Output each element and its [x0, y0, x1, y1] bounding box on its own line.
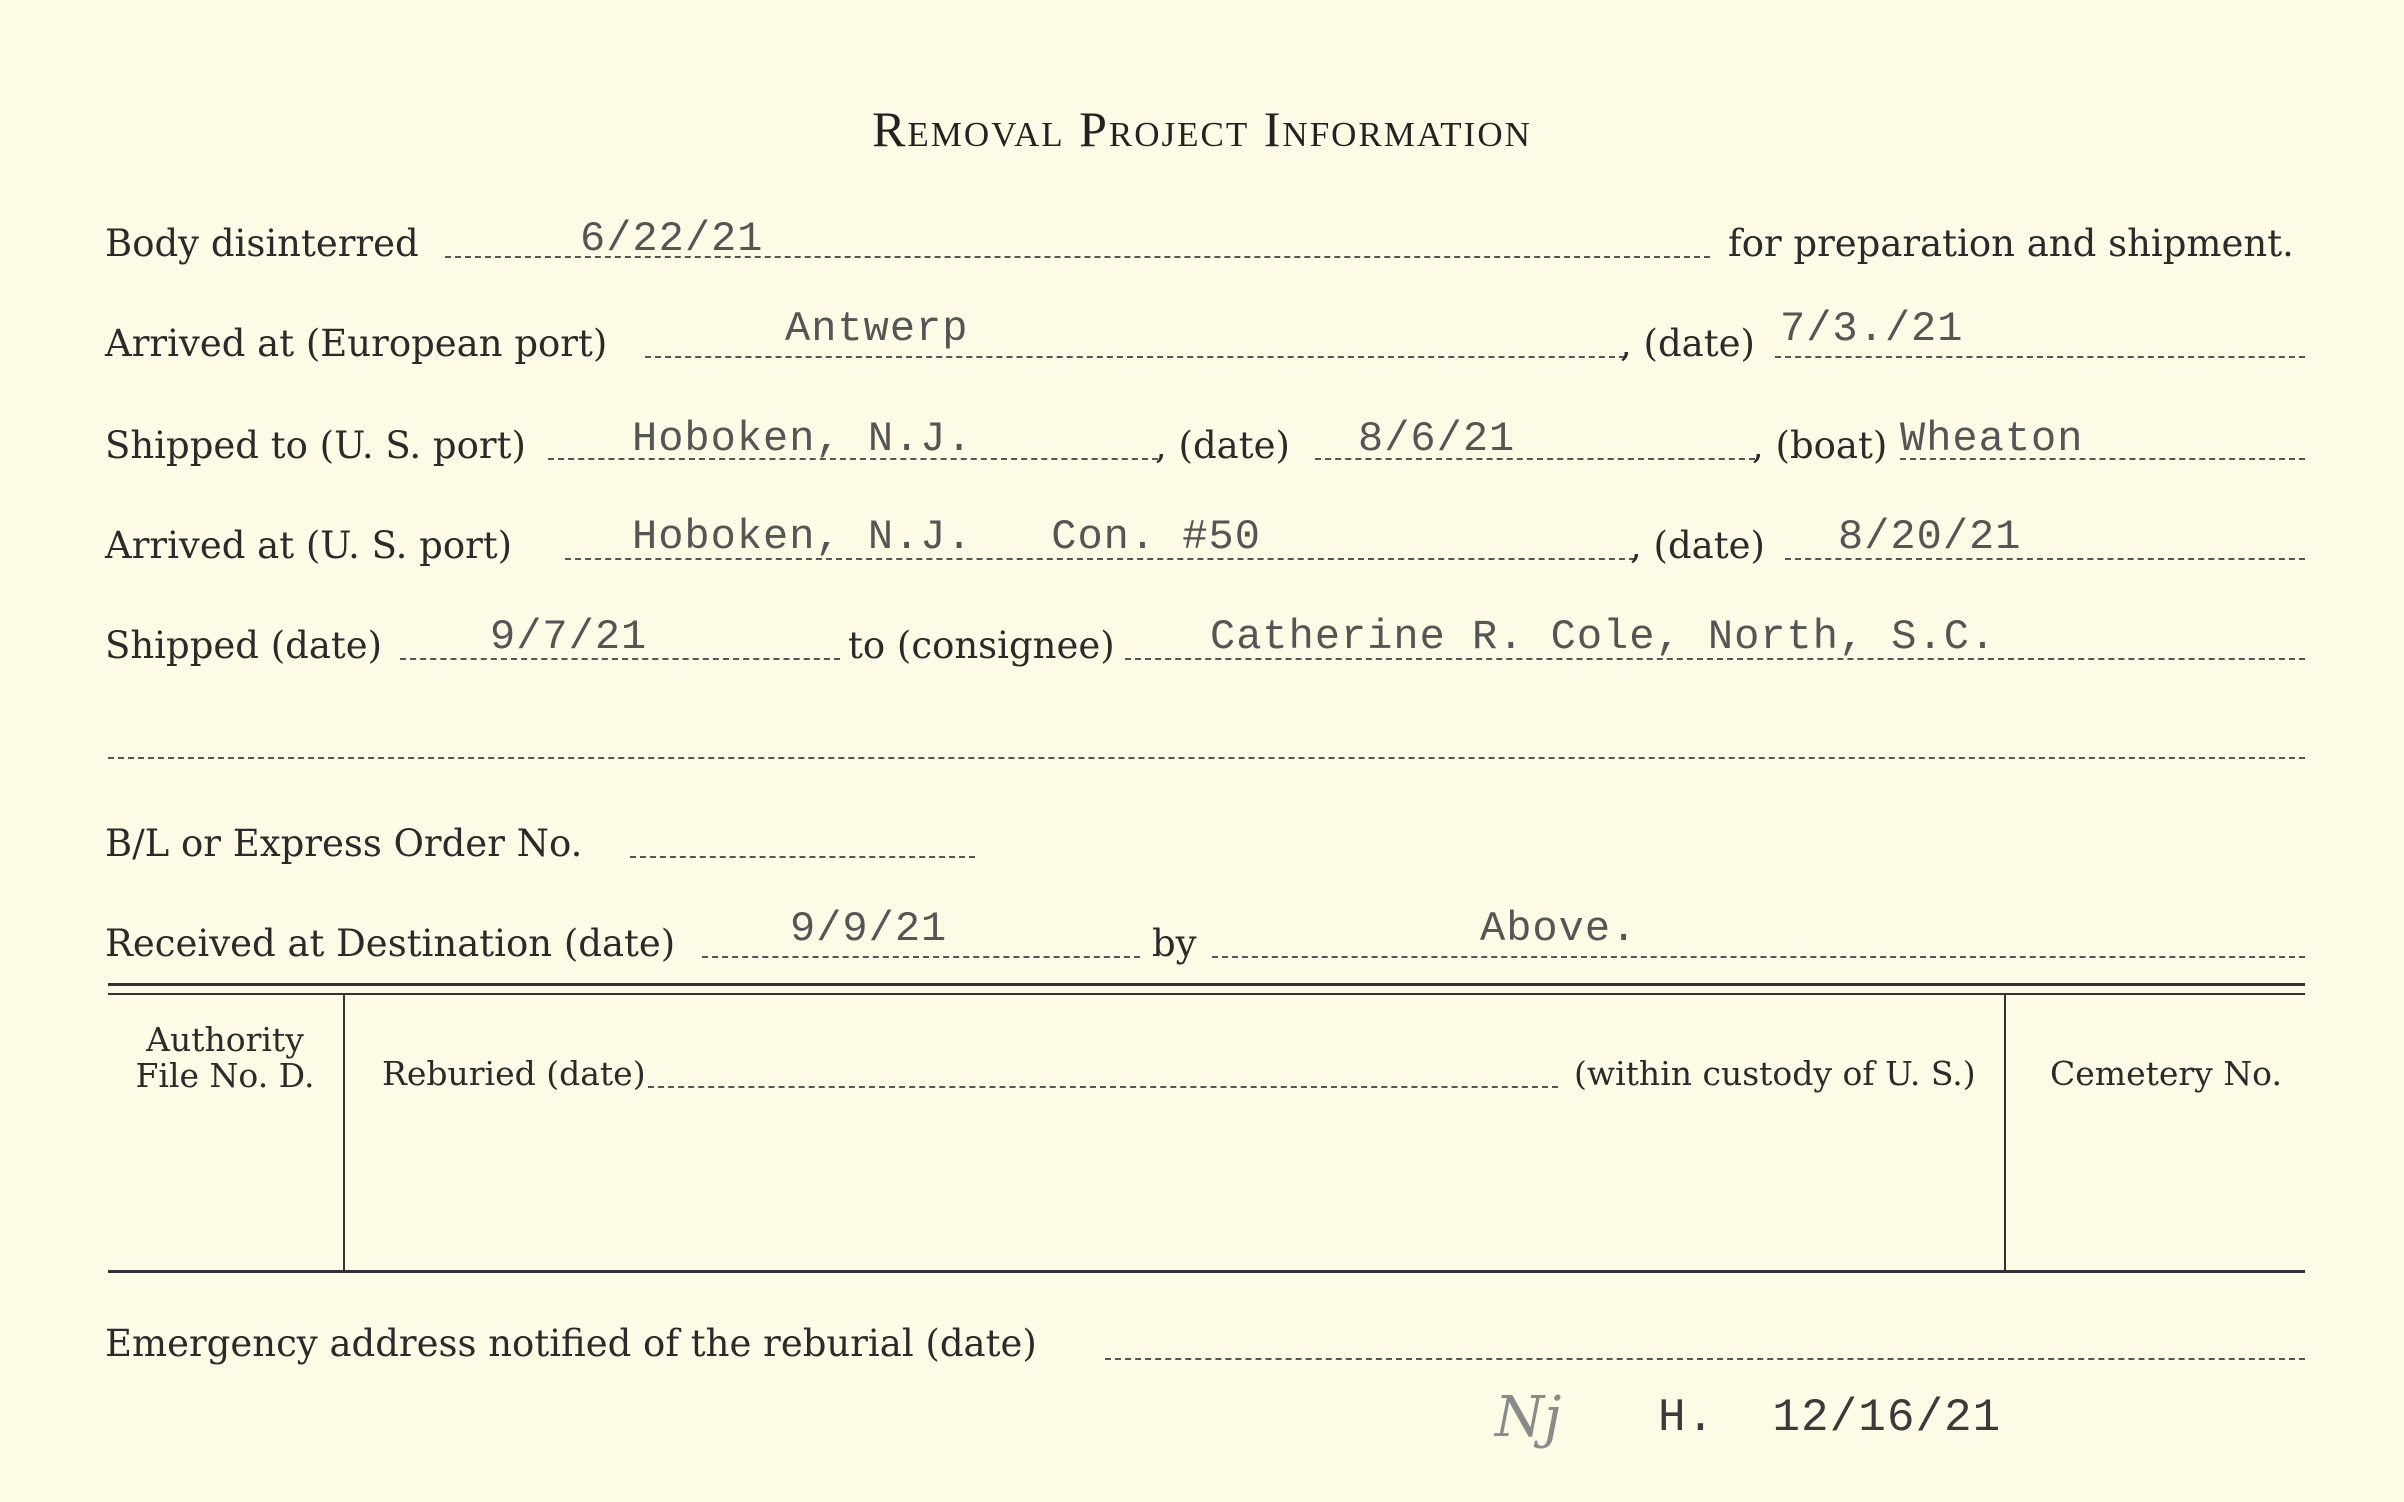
- eu-port-line: [645, 356, 1625, 358]
- bl-label: B/L or Express Order No.: [105, 822, 583, 865]
- card-title: Removal Project Information: [872, 101, 1532, 157]
- consignee-label: to (consignee): [848, 624, 1115, 667]
- eu-port-value: Antwerp: [785, 305, 969, 353]
- eu-port-label: Arrived at (European port): [105, 322, 608, 365]
- date-stamp: H. 12/16/21: [1658, 1392, 2002, 1444]
- by-value: Above.: [1480, 905, 1638, 953]
- shipped-us-date-label: , (date): [1155, 424, 1290, 467]
- by-label: by: [1152, 922, 1197, 965]
- eu-port-date-label: , (date): [1620, 322, 1755, 365]
- box-bottom-rule: [108, 1270, 2305, 1273]
- boat-value: Wheaton: [1900, 415, 2084, 463]
- shipped-us-label: Shipped to (U. S. port): [105, 424, 526, 467]
- box-top-rule-2: [108, 993, 2305, 995]
- shipped-date-value: 9/7/21: [490, 613, 648, 661]
- arrived-us-value: Hoboken, N.J. Con. #50: [632, 513, 1261, 561]
- received-value: 9/9/21: [790, 905, 948, 953]
- shipped-us-date-value: 8/6/21: [1358, 415, 1516, 463]
- authority-label: Authority File No. D.: [135, 1020, 315, 1095]
- reburied-line: [648, 1086, 1558, 1088]
- boat-label: , (boat): [1752, 424, 1888, 467]
- received-label: Received at Destination (date): [105, 922, 676, 965]
- bl-line: [630, 856, 975, 858]
- handwritten-initials: Nj: [1495, 1385, 1562, 1450]
- cemetery-label: Cemetery No.: [2050, 1054, 2282, 1093]
- received-line: [702, 956, 1140, 958]
- emergency-line: [1105, 1358, 2305, 1360]
- eu-port-date-value: 7/3./21: [1780, 305, 1964, 353]
- consignee-value: Catherine R. Cole, North, S.C.: [1210, 613, 1997, 661]
- by-line: [1212, 956, 2305, 958]
- disinterred-label: Body disinterred: [105, 222, 419, 265]
- box-divider-left: [343, 995, 345, 1270]
- arrived-us-label: Arrived at (U. S. port): [105, 524, 513, 567]
- shipped-us-value: Hoboken, N.J.: [632, 415, 973, 463]
- box-top-rule: [108, 983, 2305, 986]
- reburied-label: Reburied (date): [382, 1054, 646, 1093]
- eu-port-date-line: [1775, 356, 2305, 358]
- disinterred-suffix: for preparation and shipment.: [1728, 222, 2294, 265]
- arrived-us-date-label: , (date): [1630, 524, 1765, 567]
- arrived-us-date-value: 8/20/21: [1838, 513, 2022, 561]
- disinterred-value: 6/22/21: [580, 215, 764, 263]
- custody-label: (within custody of U. S.): [1574, 1054, 1976, 1093]
- emergency-label: Emergency address notified of the reburial (date): [105, 1322, 1037, 1365]
- blank-line: [108, 757, 2305, 759]
- box-divider-right: [2004, 995, 2006, 1270]
- shipped-date-label: Shipped (date): [105, 624, 383, 667]
